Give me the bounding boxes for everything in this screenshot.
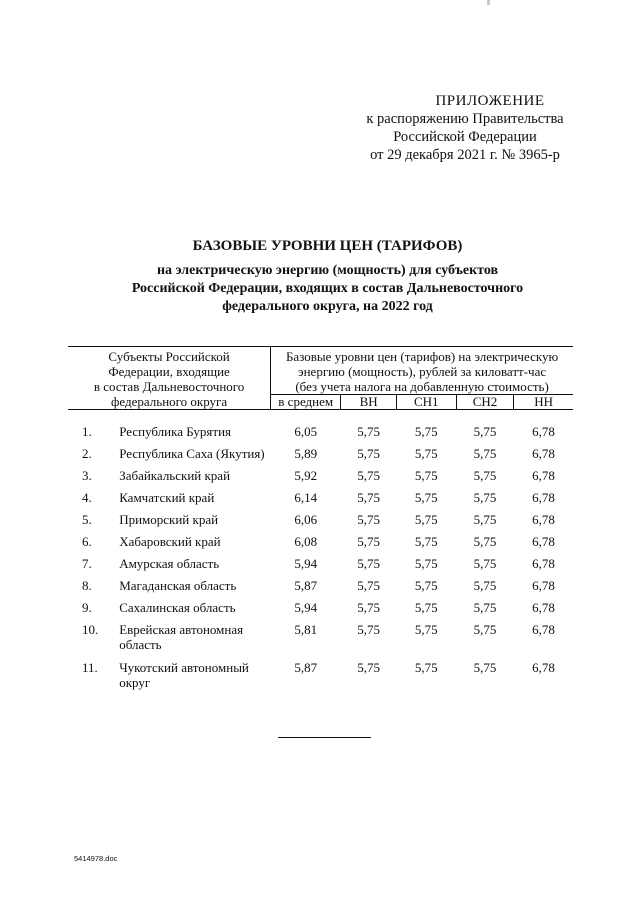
price-cell: 6,78: [532, 490, 555, 505]
column-header: СН1: [396, 395, 456, 410]
appendix-line: Российской Федерации: [393, 129, 537, 145]
row-number: 9.: [82, 600, 92, 615]
table-row: [68, 486, 573, 508]
appendix-line: от 29 декабря 2021 г. № 3965-р: [370, 147, 560, 163]
price-cell: 6,78: [532, 424, 555, 439]
price-cell: 5,75: [414, 468, 438, 483]
price-cell: 5,75: [357, 578, 380, 593]
table-row: [68, 656, 573, 694]
price-cell: 6,14: [294, 490, 318, 505]
table-row: [68, 464, 573, 486]
price-cell: 5,75: [473, 468, 497, 483]
price-cell: 5,75: [473, 534, 497, 549]
appendix-header: [330, 92, 600, 164]
price-cell: 5,75: [414, 512, 438, 527]
price-cell: 5,75: [414, 534, 438, 549]
price-cell: 5,94: [294, 556, 318, 571]
price-cell: 5,75: [473, 424, 497, 439]
row-number: 2.: [82, 446, 92, 461]
row-number: 5.: [82, 512, 92, 527]
price-cell: 6,78: [532, 534, 555, 549]
row-number: 8.: [82, 578, 92, 593]
table-row: [68, 552, 573, 574]
table-row: [68, 596, 573, 618]
title-subline: федерального округа, на 2022 год: [222, 299, 433, 314]
price-cell: 5,75: [414, 600, 438, 615]
table-row: [68, 442, 573, 464]
row-number: 4.: [82, 490, 92, 505]
price-cell: 6,78: [532, 578, 555, 593]
price-cell: 5,87: [294, 660, 318, 675]
prices-header: Базовые уровни цен (тарифов) на электрическую энергию (мощность), рублей за киловатт-час (без учета налога на добавленную стоимость): [271, 347, 573, 395]
table-row: [68, 574, 573, 596]
price-cell: 5,75: [473, 512, 497, 527]
price-cell: 5,75: [414, 622, 438, 637]
subject-name: Еврейская автономная область: [119, 622, 244, 652]
price-cell: 5,75: [357, 512, 380, 527]
price-cell: 6,78: [532, 446, 555, 461]
end-divider: [278, 737, 371, 738]
price-cell: 5,75: [473, 622, 497, 637]
table-row: [68, 618, 573, 656]
column-header: НН: [514, 395, 573, 410]
price-cell: 5,81: [294, 622, 318, 637]
price-cell: 5,75: [414, 556, 438, 571]
subject-name: Магаданская область: [119, 578, 237, 593]
price-cell: 5,75: [473, 490, 497, 505]
price-cell: 5,75: [414, 660, 438, 675]
scan-mark: [487, 0, 490, 5]
title-main: БАЗОВЫЕ УРОВНИ ЦЕН (ТАРИФОВ): [192, 238, 463, 254]
row-number: 10.: [82, 622, 99, 637]
price-cell: 6,78: [532, 556, 555, 571]
price-cell: 5,75: [473, 446, 497, 461]
subject-name: Республика Бурятия: [119, 424, 232, 439]
price-cell: 5,75: [357, 468, 380, 483]
price-cell: 5,94: [294, 600, 318, 615]
subject-name: Чукотский автономный округ: [119, 660, 249, 690]
price-cell: 5,75: [473, 660, 497, 675]
price-cell: 5,75: [357, 600, 380, 615]
document-title: [60, 236, 595, 316]
subject-name: Сахалинская область: [119, 600, 236, 615]
subject-name: Республика Саха (Якутия): [119, 446, 265, 461]
price-cell: 6,78: [532, 622, 555, 637]
column-header: СН2: [456, 395, 514, 410]
price-cell: 5,75: [473, 600, 497, 615]
price-cell: 5,75: [357, 660, 380, 675]
price-cell: 5,75: [473, 578, 497, 593]
column-header: ВН: [341, 395, 397, 410]
column-header: в среднем: [271, 395, 341, 410]
table-row: [68, 530, 573, 552]
title-subline: Российской Федерации, входящих в состав Дальневосточного: [131, 281, 524, 296]
price-cell: 5,75: [414, 490, 438, 505]
price-cell: 5,75: [473, 556, 497, 571]
price-cell: 5,89: [294, 446, 318, 461]
row-number: 7.: [82, 556, 92, 571]
price-cell: 5,75: [357, 490, 380, 505]
price-cell: 5,75: [357, 556, 380, 571]
row-number: 6.: [82, 534, 92, 549]
rates-table: [68, 346, 573, 694]
subject-name: Хабаровский край: [119, 534, 221, 549]
appendix-title: ПРИЛОЖЕНИЕ: [435, 93, 545, 109]
row-number: 11.: [82, 660, 98, 675]
subjects-header: Субъекты Российской Федерации, входящие в состав Дальневосточного федерального округа: [68, 347, 271, 410]
table-row: [68, 420, 573, 442]
price-cell: 5,75: [414, 424, 438, 439]
price-cell: 6,06: [294, 512, 318, 527]
subject-name: Приморский край: [119, 512, 219, 527]
price-cell: 5,75: [357, 446, 380, 461]
price-cell: 5,75: [357, 424, 380, 439]
price-cell: 5,87: [294, 578, 318, 593]
price-cell: 6,78: [532, 512, 555, 527]
price-cell: 6,78: [532, 600, 555, 615]
subject-name: Камчатский край: [119, 490, 215, 505]
price-cell: 6,08: [294, 534, 318, 549]
price-cell: 5,92: [294, 468, 318, 483]
subject-name: Амурская область: [119, 556, 220, 571]
price-cell: 6,78: [532, 468, 555, 483]
price-cell: 5,75: [414, 578, 438, 593]
price-cell: 6,05: [294, 424, 318, 439]
price-cell: 6,78: [532, 660, 555, 675]
row-number: 1.: [82, 424, 92, 439]
row-number: 3.: [82, 468, 92, 483]
price-cell: 5,75: [357, 622, 380, 637]
appendix-line: к распоряжению Правительства: [366, 111, 564, 127]
price-cell: 5,75: [414, 446, 438, 461]
subject-name: Забайкальский край: [119, 468, 231, 483]
table-row: [68, 508, 573, 530]
document-reference: 5414978.doc: [74, 854, 118, 863]
price-cell: 5,75: [357, 534, 380, 549]
title-subline: на электрическую энергию (мощность) для субъектов: [156, 263, 499, 278]
